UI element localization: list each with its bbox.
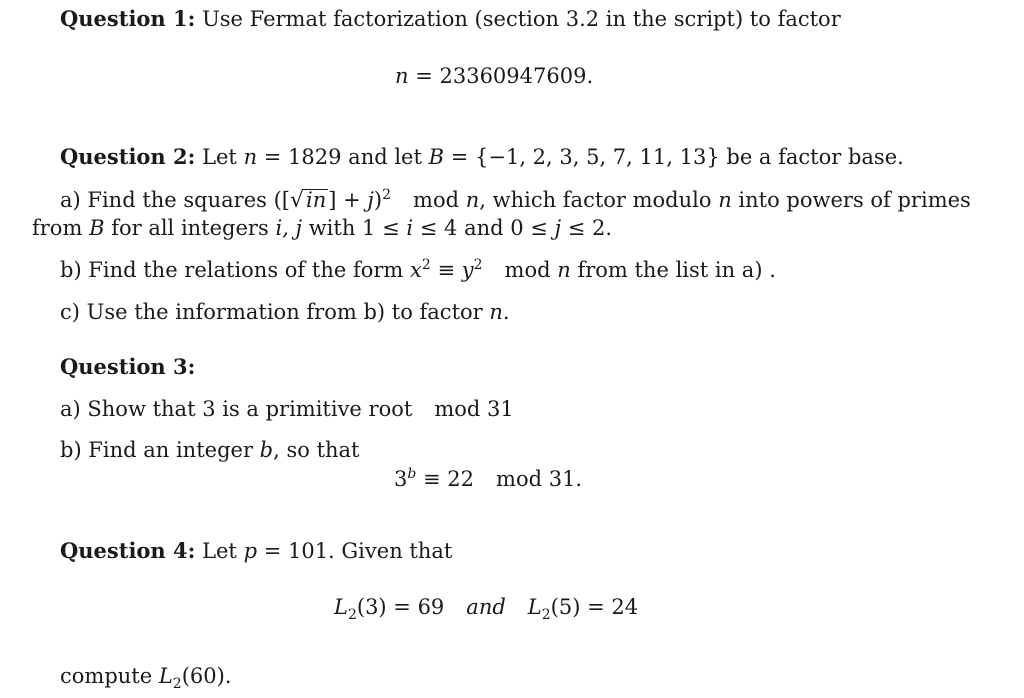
q2b-mod: mod (504, 258, 551, 282)
q4-p-var: p (243, 539, 258, 563)
q3-eq-exp: b (407, 466, 417, 482)
q2b-exp1: 2 (421, 257, 431, 273)
q2a2-j: j (554, 216, 562, 240)
q2a-tail: , which factor modulo (479, 188, 712, 212)
q2a-n: n (465, 188, 480, 212)
question-3-heading: Question 3: (60, 354, 196, 379)
q4-C-rest: (60). (181, 664, 232, 688)
q4-C-sub: 2 (172, 676, 182, 692)
q4-compute-line (60, 663, 232, 692)
q4-lead: Let (202, 539, 237, 563)
q4-L1-sym: L (334, 595, 348, 619)
q3-equation (394, 466, 582, 492)
sqrt-radical-sign: √ (289, 188, 304, 213)
q4-L2-sym: L (527, 595, 542, 619)
q2-part-a-line2 (32, 215, 612, 241)
question-1-text: Use Fermat factorization (section 3.2 in the script) to factor (202, 7, 841, 31)
q2a-close: ) (373, 188, 383, 212)
q2b-x: x (410, 258, 422, 282)
q2a2-mid: for all integers (111, 216, 269, 240)
q3a-mod: mod 31 (434, 397, 514, 421)
q2b-exp2: 2 (473, 257, 483, 273)
q2-intro-lead: Let (202, 145, 237, 169)
q2a-exp: 2 (382, 187, 392, 203)
q2a-lead: a) Find the squares ([ (60, 188, 290, 212)
question-1-line (60, 6, 841, 32)
question-2-line (60, 144, 904, 170)
q4-L1-sub: 2 (347, 607, 357, 623)
q4-L2-rest: (5) = 24 (550, 595, 639, 619)
q2a2-ij: i, j (275, 216, 303, 240)
q2-part-c-line (60, 299, 510, 325)
q2a2-B: B (89, 216, 105, 240)
q2-n-value: = 1829 and let (263, 145, 422, 169)
q2a-mid: ] + (328, 188, 368, 212)
q2c-n: n (489, 300, 503, 324)
q4-C-sym: L (158, 664, 173, 688)
q2c-end: . (502, 300, 510, 324)
q2c-lead: c) Use the information from b) to factor (60, 300, 483, 324)
q3a-text: a) Show that 3 is a primitive root (60, 397, 413, 421)
q3b-var: b (259, 438, 274, 462)
q2-B-value: = {−1, 2, 3, 5, 7, 11, 13} (450, 145, 720, 169)
q3b-tail: , so that (273, 438, 360, 462)
q2a-j: j (367, 188, 374, 212)
q4-compute-lead: compute (60, 664, 153, 688)
q3-eq-mod: mod 31. (496, 467, 583, 491)
q2a-tail2: into powers of primes (738, 188, 971, 212)
q3b-text: b) Find an integer (60, 438, 253, 462)
q2a-n2: n (718, 188, 732, 212)
question-2-heading: Question 2: (60, 144, 196, 169)
q4-L2-sub: 2 (541, 607, 551, 623)
question-3-line (60, 354, 195, 380)
question-1-equation (395, 63, 593, 89)
q3-eq-rest: ≡ 22 (423, 467, 475, 491)
eq-n-var: n (395, 64, 409, 88)
q2a2-end: ≤ 2. (567, 216, 613, 240)
q4-and: and (466, 595, 506, 619)
q2-part-a-line1 (60, 187, 971, 214)
q2a2-range: ≤ 4 and 0 ≤ (419, 216, 548, 240)
q2b-n: n (557, 258, 571, 282)
q4-L1-rest: (3) = 69 (356, 595, 445, 619)
eq-n-value: = 23360947609. (415, 64, 594, 88)
q3-eq-base: 3 (394, 467, 408, 491)
q2-B-var: B (428, 145, 445, 169)
q2-intro-tail: be a factor base. (726, 145, 904, 169)
q2b-y: y (461, 258, 474, 282)
q2a-mod: mod (413, 188, 460, 212)
question-4-heading: Question 4: (60, 538, 196, 563)
q2a2-lead: from (32, 216, 83, 240)
q2b-tail: from the list in a) . (577, 258, 776, 282)
q2b-lead: b) Find the relations of the form (60, 258, 404, 282)
q2a-sqrt-arg: in (306, 188, 327, 212)
q4-log-equations (334, 594, 639, 623)
q3-part-a-line (60, 396, 514, 422)
q2a2-with: with 1 ≤ (308, 216, 400, 240)
q4-p-value: = 101. Given that (263, 539, 453, 563)
question-1-heading: Question 1: (60, 6, 196, 31)
q2a2-i: i (406, 216, 414, 240)
q2-part-b-line (60, 257, 776, 283)
q2b-equiv: ≡ (437, 258, 456, 282)
q3-part-b-line (60, 437, 360, 463)
q2-n-var: n (243, 145, 258, 169)
question-4-line (60, 538, 452, 564)
